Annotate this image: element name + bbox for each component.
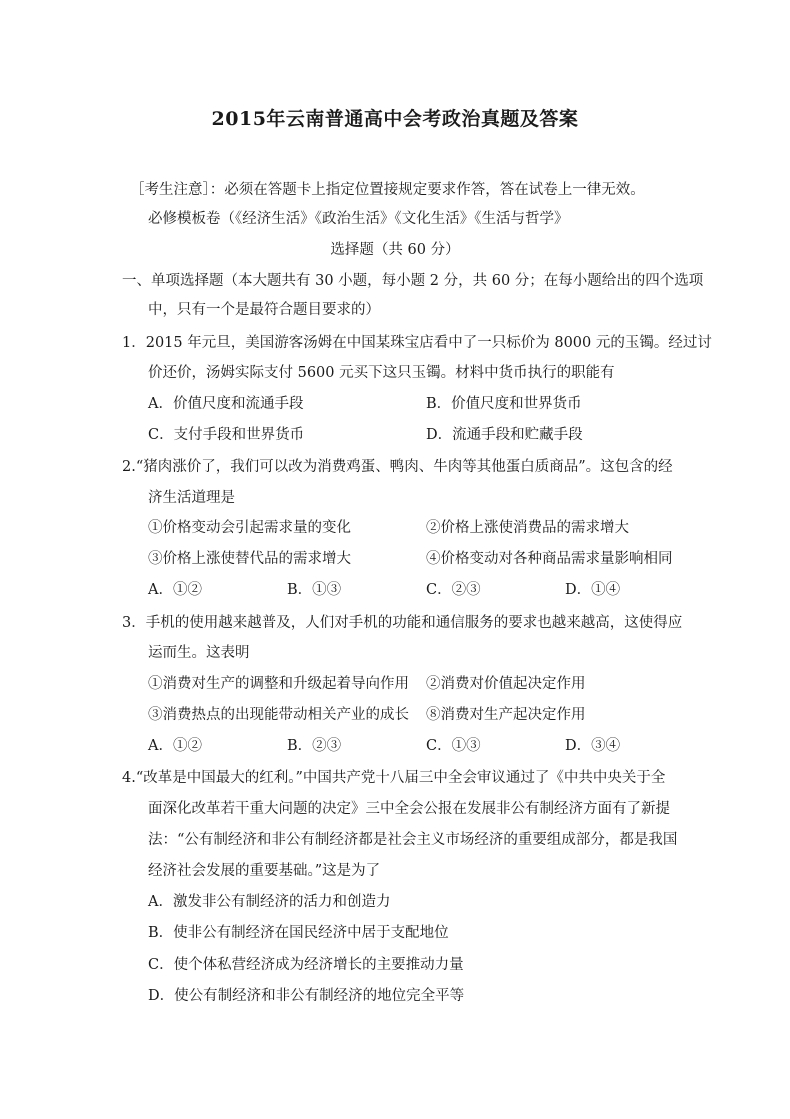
- q2-option-a: A．①②: [148, 582, 202, 598]
- q1-option-c: C．支付手段和世界货币: [148, 427, 305, 443]
- q1-option-b: B．价值尺度和世界货币: [426, 396, 582, 412]
- document-title: 2015年云南普通高中会考政治真题及答案: [211, 108, 579, 130]
- exam-notice: ［考生注意］：必须在答题卡上指定位置接规定要求作答，答在试卷上一律无效。: [130, 182, 645, 198]
- q3-statements-row2: [148, 705, 748, 725]
- q4-stem-cont-2: 法：“公有制经济和非公有制经济都是社会主义市场经济的重要组成部分，都是我国: [148, 832, 678, 848]
- q4-stem: 4.“改革是中国最大的红利。”中国共产党十八届三中全会审议通过了《中共中央关于全: [122, 770, 666, 786]
- q4-option-a: A．激发非公有制经济的活力和创造力: [148, 894, 391, 910]
- q1-stem: 1．2015 年元旦，美国游客汤姆在中国某珠宝店看中了一只标价为 8000 元的玉镯。经过讨: [122, 335, 712, 351]
- q1-option-d: D．流通手段和贮藏手段: [426, 427, 583, 443]
- q2-statement-2: ②价格上涨使消费品的需求增大: [426, 520, 629, 536]
- q3-option-a: A．①②: [148, 738, 202, 754]
- q2-statement-3: ③价格上涨使替代品的需求增大: [148, 551, 351, 567]
- q3-stem: 3．手机的使用越来越普及，人们对手机的功能和通信服务的要求也越来越高，这使得应: [122, 615, 683, 631]
- q3-option-d: D．③④: [565, 738, 621, 754]
- q2-options: [148, 580, 748, 600]
- part1-instructions-cont: 中，只有一个是最符合题目要求的）: [148, 302, 380, 318]
- q2-statements-row1: [148, 518, 748, 538]
- q2-option-b: B．①③: [287, 582, 342, 598]
- section-header: 选择题（共 60 分）: [330, 242, 460, 258]
- q3-statements-row1: [148, 674, 748, 694]
- q2-option-d: D．①④: [565, 582, 621, 598]
- q3-stem-cont: 运而生。这表明: [148, 645, 250, 661]
- module-subtitle: 必修模板卷（《经济生活》《政治生活》《文化生活》《生活与哲学》: [148, 211, 569, 227]
- q1-options-row1: [148, 394, 748, 414]
- q3-statement-4: ⑧消费对生产起决定作用: [426, 707, 586, 723]
- q1-options-row2: [148, 425, 748, 445]
- q2-statement-1: ①价格变动会引起需求量的变化: [148, 520, 351, 536]
- q4-stem-cont-1: 面深化改革若干重大问题的决定》三中全会公报在发展非公有制经济方面有了新提: [148, 801, 670, 817]
- q1-stem-cont: 价还价，汤姆实际支付 5600 元买下这只玉镯。材料中货币执行的职能有: [148, 365, 615, 381]
- q4-stem-cont-3: 经济社会发展的重要基础。”这是为了: [148, 863, 381, 879]
- part1-instructions: 一、单项选择题（本大题共有 30 小题，每小题 2 分，共 60 分；在每小题给出的四个选项: [122, 273, 704, 289]
- q3-statement-3: ③消费热点的出现能带动相关产业的成长: [148, 707, 409, 723]
- q3-option-b: B．②③: [287, 738, 342, 754]
- q4-option-b: B．使非公有制经济在国民经济中居于支配地位: [148, 925, 449, 941]
- q3-statement-1: ①消费对生产的调整和升级起着导向作用: [148, 676, 409, 692]
- q2-stem: 2.“猪肉涨价了，我们可以改为消费鸡蛋、鸭肉、牛肉等其他蛋白质商品”。这包含的经: [122, 459, 673, 475]
- q2-stem-cont: 济生活道理是: [148, 490, 235, 506]
- q3-option-c: C．①③: [426, 738, 481, 754]
- q2-option-c: C．②③: [426, 582, 481, 598]
- q2-statements-row2: [148, 549, 748, 569]
- q2-statement-4: ④价格变动对各种商品需求量影响相同: [426, 551, 673, 567]
- q4-option-c: C．使个体私营经济成为经济增长的主要推动力量: [148, 957, 464, 973]
- q4-option-d: D．使公有制经济和非公有制经济的地位完全平等: [148, 988, 465, 1004]
- q3-statement-2: ②消费对价值起决定作用: [426, 676, 586, 692]
- q3-options: [148, 736, 748, 756]
- q1-option-a: A．价值尺度和流通手段: [148, 396, 304, 412]
